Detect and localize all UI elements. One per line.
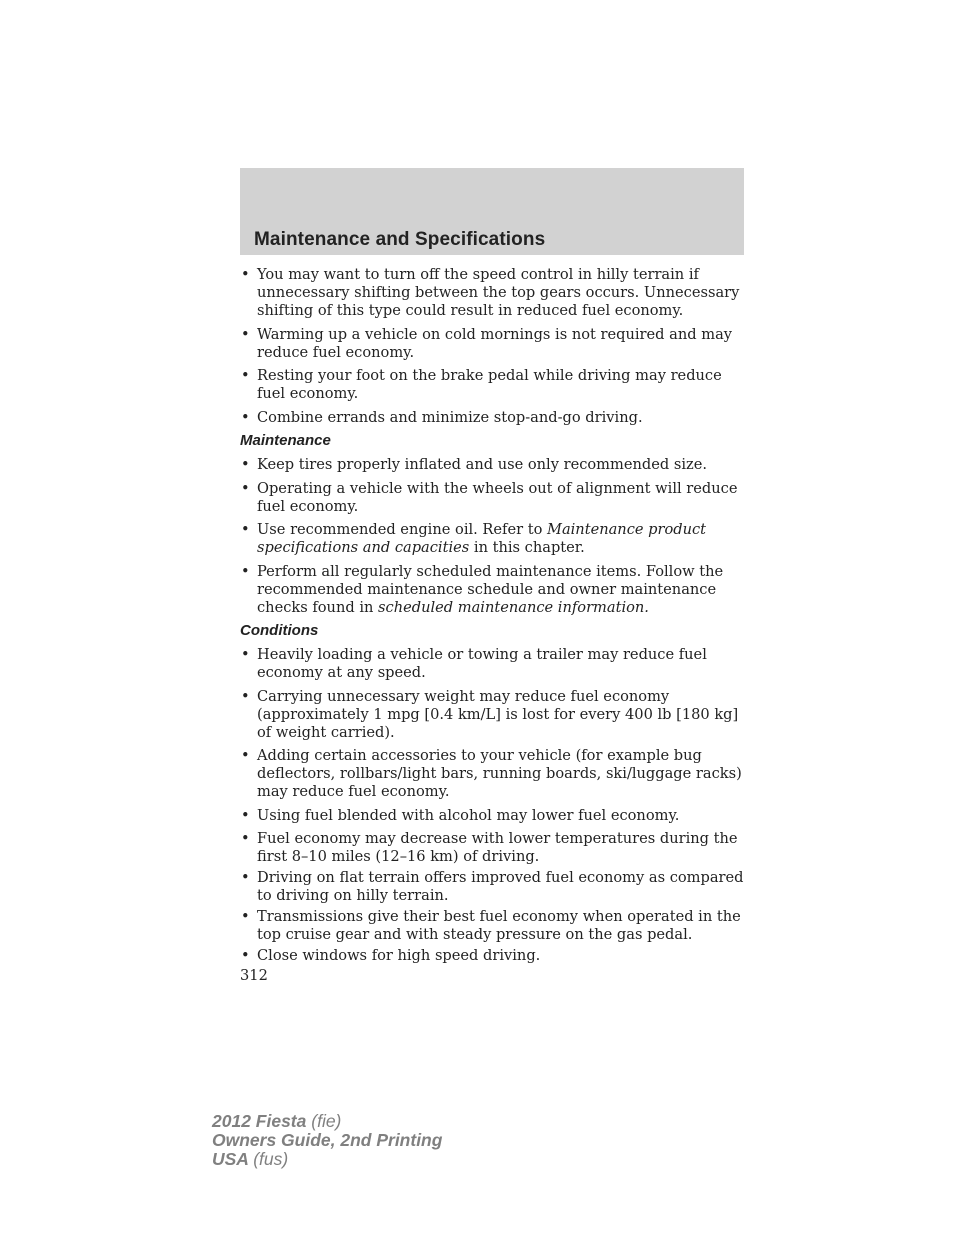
list-item: • Adding certain accessories to your vehicle (for example bug deflectors, rollbars/light bars, running boards, ski/luggage racks) may reduce fuel economy. [240,747,746,801]
list-item: • Carrying unnecessary weight may reduce fuel economy (approximately 1 mpg [0.4 km/L] is lost for every 400 lb [180 kg] of weight carried). [240,688,746,742]
section-header-band [240,168,744,255]
list-item: • Fuel economy may decrease with lower temperatures during the first 8–10 miles (12–16 km) of driving. [240,830,746,866]
cross-reference: Maintenance product specifications and capacities [257,521,707,556]
conditions-bullet-list [240,646,746,965]
list-item: • Using fuel blended with alcohol may lower fuel economy. [240,807,746,825]
list-item: • Close windows for high speed driving. [240,947,746,965]
footer-model: 2012 Fiesta [212,1111,307,1131]
list-item: • You may want to turn off the speed control in hilly terrain if unnecessary shifting between the top gears occurs. Unnecessary shifting of this type could result in reduced fuel economy. [240,266,746,320]
list-item [240,521,746,557]
bullet-text: Perform all regularly scheduled maintenance items. Follow the recommended maintenance schedule and owner maintenance checks found in [257,562,724,616]
bullet-text: Use recommended engine oil. Refer to [257,521,547,538]
page-content [240,266,746,985]
footer-line-market [212,1150,442,1169]
intro-bullet-list [240,266,746,427]
list-item: • Keep tires properly inflated and use only recommended size. [240,456,746,474]
page-number: 312 [240,967,268,984]
maintenance-heading: Maintenance [240,432,331,449]
footer-imprint [212,1112,442,1169]
footer-line-model [212,1112,442,1131]
list-item: • Transmissions give their best fuel economy when operated in the top cruise gear and with steady pressure on the gas pedal. [240,908,746,944]
bullet-text: . [644,598,649,616]
section-title: Maintenance and Specifications [254,229,546,250]
conditions-heading: Conditions [240,622,319,639]
footer-line-edition: Owners Guide, 2nd Printing [212,1130,443,1150]
list-item [240,563,746,617]
footer-market: USA [212,1149,249,1169]
bullet-text: in this chapter. [469,539,585,556]
list-item: • Heavily loading a vehicle or towing a trailer may reduce fuel economy at any speed. [240,646,746,682]
list-item: • Driving on flat terrain offers improved fuel economy as compared to driving on hilly terrain. [240,869,746,905]
footer-market-code: (fus) [253,1149,289,1169]
list-item: • Combine errands and minimize stop-and-go driving. [240,409,746,427]
cross-reference: scheduled maintenance information [378,598,645,616]
list-item: • Operating a vehicle with the wheels out of alignment will reduce fuel economy. [240,480,746,516]
list-item: • Warming up a vehicle on cold mornings is not required and may reduce fuel economy. [240,326,746,362]
footer-model-code: (fie) [311,1111,342,1131]
maintenance-bullet-list [240,456,746,617]
list-item: • Resting your foot on the brake pedal while driving may reduce fuel economy. [240,367,746,403]
